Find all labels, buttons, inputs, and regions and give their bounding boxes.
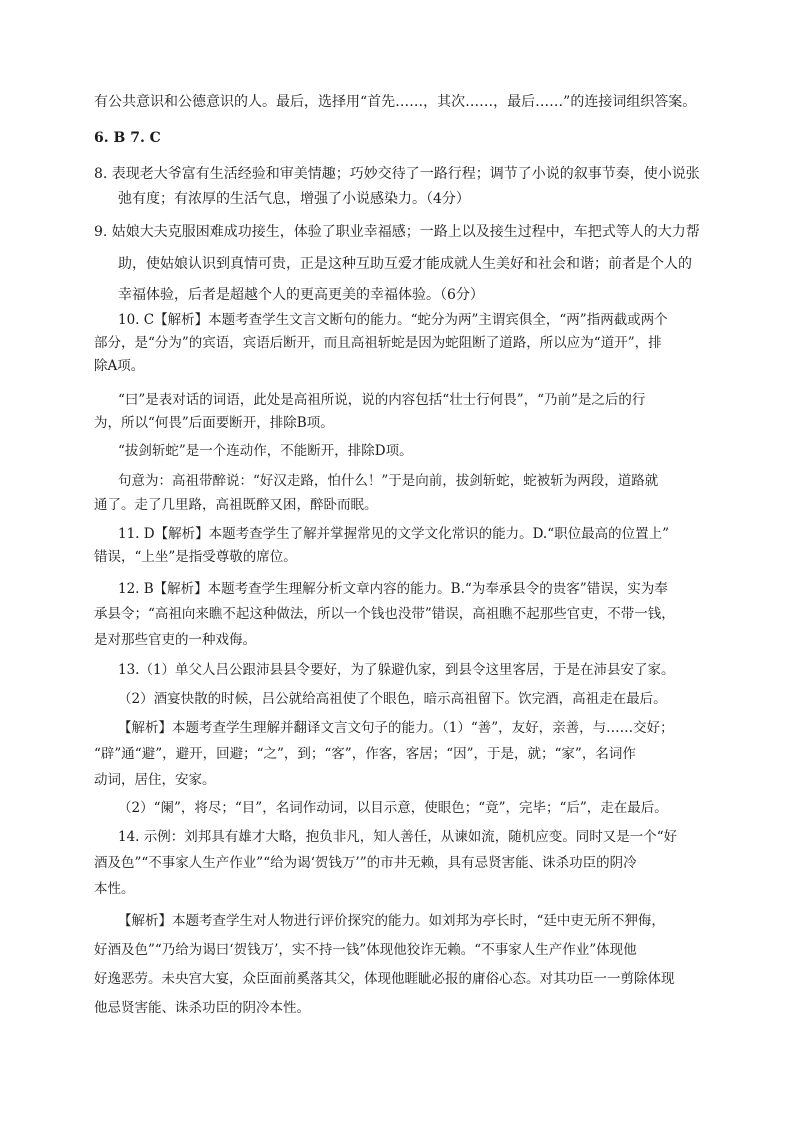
answer-14-line: 好逸恶劳。未央宫大宴，众臣面前奚落其父，体现他睚眦必报的庸俗心态。对其功臣一一剪除体现: [94, 971, 675, 987]
answer-6-7: 6. B 7. C: [94, 130, 161, 146]
answer-13-line: 13.（1）单父人吕公跟沛县县令要好，为了躲避仇家，到县令这里客居，于是在沛县安了家。: [118, 662, 675, 678]
answer-14-line: 他忌贤害能、诛杀功臣的阴冷本性。: [94, 1000, 310, 1016]
answer-9-line: 9. 姑娘大夫克服困难成功接生，体验了职业幸福感；一路上以及接生过程中，车把式等人的大力帮: [94, 224, 700, 240]
answer-8-line: 弛有度；有浓厚的生活气息，增强了小说感染力。（4分）: [118, 191, 470, 207]
answer-10-line: 为，所以“何畏”后面要断开，排除B项。: [94, 415, 334, 431]
answer-11-line: 11. D【解析】本题考查学生了解并掌握常见的文学文化常识的能力。D.“职位最高的位置上”: [118, 526, 670, 542]
answer-12-line: 承县令；“高祖向来瞧不起这种做法，所以一个钱也没带”错误，高祖瞧不起那些官吏，不带一钱，: [94, 606, 675, 622]
answer-10-line: “拔剑斩蛇”是一个连动作，不能断开，排除D项。: [118, 443, 413, 459]
answer-13-line: “辟”通“避”，避开，回避；“之”，到；“客”，作客，客居；“因”，于是，就；“家”，名词作: [94, 746, 636, 762]
answer-10-line: 部分，是“分为”的宾语，宾语后断开，而且高祖斩蛇是因为蛇阻断了道路，所以应为“道开”，排: [94, 335, 662, 351]
answer-14-line: 本性。: [94, 881, 135, 897]
answer-10-line: 10. C【解析】本题考查学生文言文断句的能力。“蛇分为两”主谓宾俱全，“两”指两截或两个: [118, 312, 668, 328]
answer-11-line: 错误，“上坐”是指受尊敬的席位。: [94, 549, 297, 565]
answer-14-line: 好酒及色”“乃给为谒曰‘贺钱万’，实不持一钱”体现他狡诈无赖。“不事家人生产作业”体现他: [94, 942, 637, 958]
answer-13-line: （2）“阑”，将尽；“目”，名词作动词，以目示意，使眼色；“竟”，完毕；“后”，走在最后。: [118, 800, 668, 816]
answer-10-line: 句意为：高祖带醉说：“好汉走路，怕什么！”于是向前，拔剑斩蛇，蛇被斩为两段，道路就: [118, 473, 659, 489]
answer-10-line: 除A项。: [94, 358, 145, 374]
answer-9-line: 助，使姑娘认识到真情可贵，正是这种互助互爱才能成就人生美好和社会和谐；前者是个人的: [118, 256, 692, 272]
answer-9-line: 幸福体验，后者是超越个人的更高更美的幸福体验。（6分）: [118, 287, 484, 303]
answer-13-line: （2）酒宴快散的时候，吕公就给高祖使了个眼色，暗示高祖留下。饮完酒，高祖走在最后。: [118, 691, 667, 707]
answer-12-line: 12. B【解析】本题考查学生理解分析文章内容的能力。B.“为奉承县令的贵客”错误，实为奉: [118, 581, 668, 597]
answer-13-line: 动词，居住，安家。: [94, 772, 216, 788]
text-line: 有公共意识和公德意识的人。最后，选择用“首先……，其次……，最后……”的连接词组织答案。: [94, 94, 697, 110]
answer-10-line: “曰”是表对话的词语，此处是高祖所说，说的内容包括“壮士行何畏”，“乃前”是之后的行: [118, 392, 646, 408]
answer-14-line: 14. 示例：刘邦具有雄才大略，抱负非凡，知人善任，从谏如流，随机应变。同时又是一个“好: [118, 829, 678, 845]
answer-12-line: 是对那些官吏的一种戏侮。: [94, 632, 256, 648]
answer-10-line: 通了。走了几里路，高祖既醉又困，醉卧而眠。: [94, 497, 378, 513]
answer-14-line: 【解析】本题考查学生对人物进行评价探究的能力。如刘邦为亭长时，“廷中吏无所不狎侮，: [118, 913, 665, 929]
answer-8-line: 8. 表现老大爷富有生活经验和审美情趣；巧妙交待了一路行程；调节了小说的叙事节奏，使小说张: [94, 166, 700, 182]
answer-13-line: 【解析】本题考查学生理解并翻译文言文句子的能力。（1）“善”，友好，亲善，与……交好；: [118, 720, 674, 736]
answer-14-line: 酒及色”“不事家人生产作业”“给为谒‘贺钱万’”的市井无赖，具有忌贤害能、诛杀功臣的阴冷: [94, 855, 637, 871]
